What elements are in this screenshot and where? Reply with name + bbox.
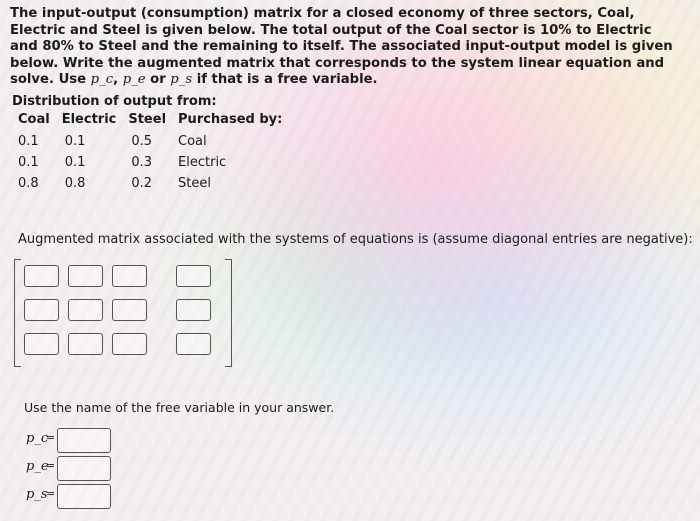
- cell: 0.1: [64, 134, 86, 149]
- right-bracket: [225, 259, 232, 367]
- matrix-cell-r1c4[interactable]: [176, 265, 211, 287]
- matrix-cell-r3c2[interactable]: [68, 333, 103, 355]
- matrix-cell-r3c3[interactable]: [112, 333, 147, 355]
- answer-input-pe[interactable]: [57, 456, 111, 481]
- left-bracket: [14, 259, 21, 367]
- matrix-cell-r3c1[interactable]: [24, 333, 59, 355]
- free-variable-note: Use the name of the free variable in your answer.: [24, 400, 335, 415]
- equals-sign: =: [46, 459, 56, 472]
- header-coal: Coal: [18, 112, 50, 127]
- header-electric: Electric: [61, 112, 117, 127]
- answer-var-pe: p_e: [26, 459, 49, 474]
- header-steel: Steel: [128, 112, 167, 127]
- header-purchased-by: Purchased by:: [178, 112, 283, 127]
- problem-text-after: if that is a free variable.: [192, 72, 378, 88]
- cell: Electric: [178, 155, 227, 170]
- table-header-row: [12, 111, 288, 131]
- cell: 0.1: [64, 155, 86, 170]
- matrix-cell-r2c4[interactable]: [176, 299, 211, 321]
- augmented-matrix: [14, 259, 232, 365]
- table-row: [12, 131, 288, 152]
- augmented-matrix-label: Augmented matrix associated with the systems of equations is (assume diagonal entries are negative):: [18, 232, 693, 247]
- cell: 0.2: [131, 176, 153, 191]
- matrix-cell-r2c2[interactable]: [68, 299, 103, 321]
- var-pc: p_c: [90, 72, 114, 88]
- cell: 0.8: [18, 176, 39, 191]
- sep-2: or: [145, 72, 171, 88]
- sep-1: ,: [113, 72, 123, 88]
- table-row: [12, 152, 288, 173]
- answer-var-pc: p_c: [26, 431, 49, 446]
- answer-var-ps: p_s: [26, 487, 48, 502]
- cell: 0.8: [64, 176, 86, 191]
- equals-sign: =: [46, 487, 56, 500]
- problem-text-before: The input-output (consumption) matrix for a closed economy of three sectors, Coal, Electric and Steel is given below. The total output of the Coal sector is 10% to Electric and 80% to Steel and the remaining to itself. The associated input-output model is given below. Write the augmented matrix that corresponds to the system linear equation and solve. Use: [10, 6, 673, 88]
- answer-input-ps[interactable]: [57, 484, 111, 509]
- cell: 0.5: [131, 134, 153, 149]
- distribution-table: [12, 111, 288, 194]
- matrix-cell-r2c3[interactable]: [112, 299, 147, 321]
- matrix-cell-r3c4[interactable]: [176, 333, 211, 355]
- problem-statement: [10, 6, 682, 89]
- cell: 0.1: [18, 155, 39, 170]
- equals-sign: =: [46, 431, 56, 444]
- matrix-cell-r1c1[interactable]: [24, 265, 59, 287]
- cell: Coal: [178, 134, 207, 149]
- table-row: [12, 173, 288, 194]
- matrix-cell-r1c3[interactable]: [112, 265, 147, 287]
- cell: Steel: [178, 176, 211, 191]
- var-ps: p_s: [170, 72, 193, 88]
- answer-input-pc[interactable]: [57, 428, 111, 453]
- cell: 0.1: [18, 134, 39, 149]
- matrix-cell-r1c2[interactable]: [68, 265, 103, 287]
- distribution-title: Distribution of output from:: [12, 94, 217, 109]
- matrix-cell-r2c1[interactable]: [24, 299, 59, 321]
- cell: 0.3: [131, 155, 153, 170]
- var-pe: p_e: [122, 72, 146, 88]
